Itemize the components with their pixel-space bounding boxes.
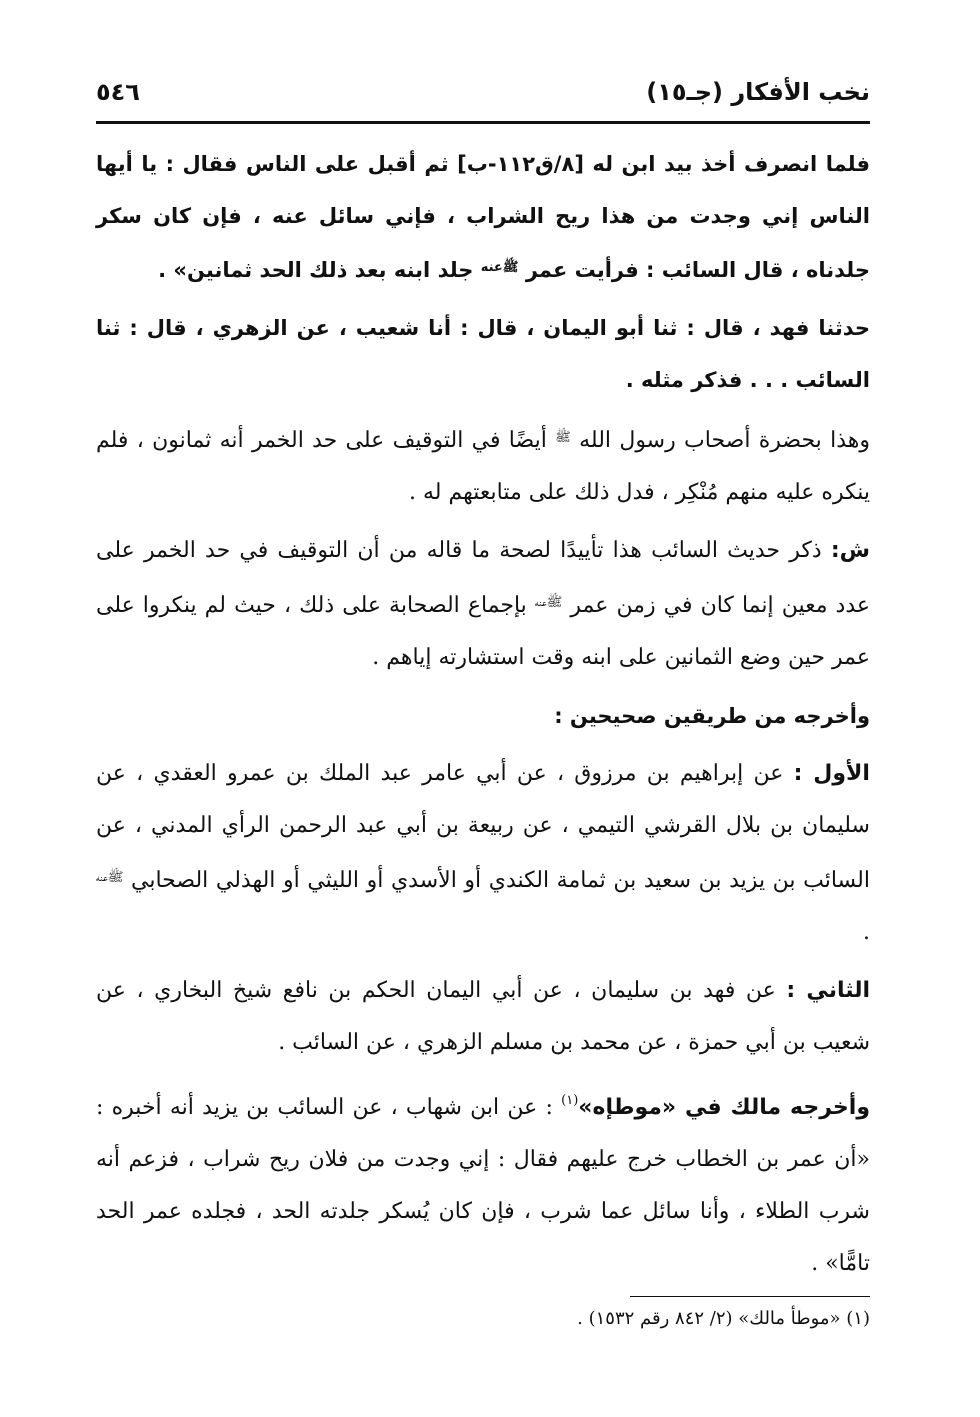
paragraph-lead: الأول : xyxy=(793,761,870,786)
main-text xyxy=(96,138,870,1296)
footnote-text: (١) «موطأ مالك» (٢/ ٨٤٢ رقم ١٥٣٢) . xyxy=(577,1308,870,1329)
paragraph-text: : عن ابن شهاب ، عن السائب بن يزيد أنه أخبره : «أن عمر بن الخطاب خرج عليهم فقال : إني وجدت من فلان ريح شراب ، فزعم أنه شرب الطلاء ، وأنا سائل عما شرب ، فإن كان يُسكر جلدته الحد ، فجلده عمر الحد تامًّا» . xyxy=(96,1095,870,1276)
paragraph-text: فلما انصرف أخذ بيد ابن له [٨/ق١١٢-ب] ثم أقبل على الناس فقال : يا أيها الناس إني وجدت من هذا ريح الشراب ، فإني سائل عنه ، فإن كان سكر جلدناه ، قال السائب : فرأيت عمر xyxy=(96,152,870,282)
paragraph-6 xyxy=(96,748,870,959)
paragraph-7 xyxy=(96,965,870,1069)
paragraph-tail: بإجماع الصحابة على ذلك ، حيث لم ينكروا على عمر حين وضع الثمانين على ابنه وقت استشارته إياهم . xyxy=(96,593,870,670)
footnote xyxy=(96,1304,870,1334)
paragraph-tail: . xyxy=(863,920,870,945)
page-number: ٥٤٦ xyxy=(96,78,140,106)
paragraph-lead: وأخرجه مالك في «موطإه» xyxy=(578,1095,871,1120)
paragraph-3 xyxy=(96,412,870,519)
honorific-glyph: ﷺ xyxy=(555,430,571,445)
honorific-glyph: ﷺعنه xyxy=(480,260,519,275)
page-header xyxy=(96,74,870,120)
paragraph-1 xyxy=(96,138,870,296)
paragraph-text: وأخرجه من طريقين صحيحين : xyxy=(554,704,870,728)
paragraph-text: ذكر حديث السائب هذا تأييدًا لصحة ما قاله من أن التوقيف في حد الخمر على عدد معين إنما كان في زمن عمر xyxy=(96,538,871,618)
paragraph-lead: ش: xyxy=(830,538,870,563)
paragraph-lead: الثاني : xyxy=(786,978,870,1003)
paragraph-5 xyxy=(96,690,870,742)
paragraph-text: عن إبراهيم بن مرزوق ، عن أبي عامر عبد الملك بن عمرو العقدي ، عن سليمان بن بلال القرشي التيمي ، عن ربيعة بن أبي عبد الرحمن الرأي المدني ، عن السائب بن يزيد بن سعيد بن ثمامة الكندي أو الأسدي أو الليثي أو الهذلي الصحابي xyxy=(96,761,870,893)
paragraph-2 xyxy=(96,302,870,406)
honorific-glyph: ﷺعنه xyxy=(96,870,124,885)
paragraph-tail: أيضًا في التوقيف على حد الخمر أنه ثمانون ، فلم ينكره عليه منهم مُنْكِر ، فدل ذلك على متابعتهم له . xyxy=(96,428,870,505)
paragraph-text: حدثنا فهد ، قال : ثنا أبو اليمان ، قال : أنا شعيب ، عن الزهري ، قال : ثنا السائب . . . فذكر مثله . xyxy=(96,316,870,392)
footnote-reference: (١) xyxy=(561,1093,579,1108)
running-title: نخب الأفكار (جـ١٥) xyxy=(646,78,870,106)
paragraph-tail: جلد ابنه بعد ذلك الحد ثمانين» . xyxy=(158,258,474,282)
paragraph-4 xyxy=(96,525,870,684)
honorific-glyph: ﷺعنه xyxy=(534,595,563,610)
paragraph-text: وهذا بحضرة أصحاب رسول الله xyxy=(579,428,870,453)
paragraph-8 xyxy=(96,1075,870,1290)
footnote-separator xyxy=(630,1296,870,1297)
header-rule xyxy=(96,121,870,124)
paragraph-text: عن فهد بن سليمان ، عن أبي اليمان الحكم بن نافع شيخ البخاري ، عن شعيب بن أبي حمزة ، عن محمد بن مسلم الزهري ، عن السائب . xyxy=(96,978,870,1055)
